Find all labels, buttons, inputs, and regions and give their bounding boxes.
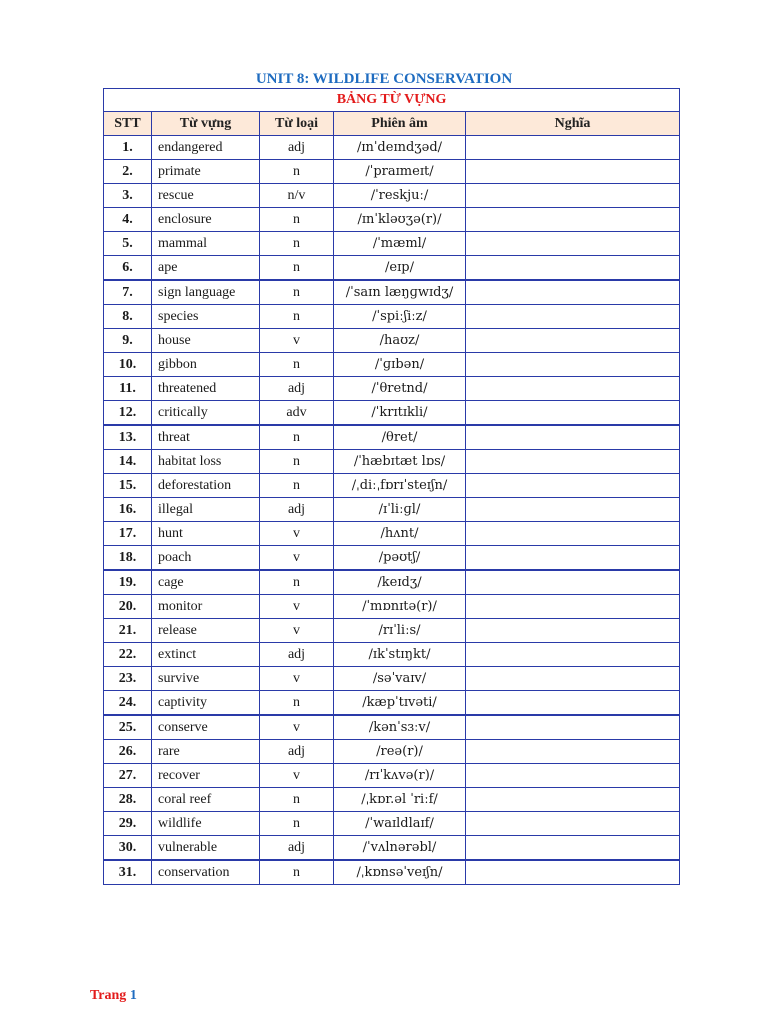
row-pronunciation: /haʊz/ (334, 329, 466, 353)
page-label-text: Trang (90, 988, 127, 1003)
row-meaning (466, 691, 680, 716)
row-number: 14. (104, 450, 152, 474)
row-word: sign language (152, 280, 260, 305)
row-pronunciation: /ˈmɒnɪtə(r)/ (334, 595, 466, 619)
table-row (104, 377, 680, 401)
row-number: 1. (104, 136, 152, 160)
row-pronunciation: /kæpˈtɪvəti/ (334, 691, 466, 716)
row-number: 23. (104, 667, 152, 691)
row-pronunciation: /ˈwaɪldlaɪf/ (334, 812, 466, 836)
row-pronunciation: /ˈθretnd/ (334, 377, 466, 401)
row-number: 31. (104, 860, 152, 885)
row-meaning (466, 474, 680, 498)
row-word: rescue (152, 184, 260, 208)
row-word: monitor (152, 595, 260, 619)
row-number: 27. (104, 764, 152, 788)
row-number: 3. (104, 184, 152, 208)
table-row (104, 691, 680, 716)
row-word: threatened (152, 377, 260, 401)
row-pronunciation: /eɪp/ (334, 256, 466, 281)
row-number: 15. (104, 474, 152, 498)
row-number: 24. (104, 691, 152, 716)
row-meaning (466, 280, 680, 305)
row-meaning (466, 788, 680, 812)
row-number: 12. (104, 401, 152, 426)
row-number: 2. (104, 160, 152, 184)
row-part-of-speech: v (260, 595, 334, 619)
row-part-of-speech: n (260, 570, 334, 595)
row-pronunciation: /ˈreskjuː/ (334, 184, 466, 208)
table-row (104, 232, 680, 256)
table-row (104, 522, 680, 546)
row-word: coral reef (152, 788, 260, 812)
table-row (104, 498, 680, 522)
row-word: release (152, 619, 260, 643)
row-number: 11. (104, 377, 152, 401)
row-meaning (466, 667, 680, 691)
table-caption: BẢNG TỪ VỰNG (104, 89, 680, 112)
row-meaning (466, 425, 680, 450)
table-row (104, 474, 680, 498)
table-row (104, 256, 680, 281)
row-number: 30. (104, 836, 152, 861)
row-word: captivity (152, 691, 260, 716)
row-word: species (152, 305, 260, 329)
row-meaning (466, 305, 680, 329)
table-row (104, 643, 680, 667)
row-word: hunt (152, 522, 260, 546)
table-row (104, 401, 680, 426)
row-part-of-speech: n (260, 256, 334, 281)
row-meaning (466, 232, 680, 256)
row-word: endangered (152, 136, 260, 160)
row-number: 21. (104, 619, 152, 643)
row-word: gibbon (152, 353, 260, 377)
row-number: 22. (104, 643, 152, 667)
row-part-of-speech: n (260, 474, 334, 498)
row-meaning (466, 329, 680, 353)
row-pronunciation: /ˈvʌlnərəbl/ (334, 836, 466, 861)
row-pronunciation: /keɪdʒ/ (334, 570, 466, 595)
row-meaning (466, 715, 680, 740)
table-row (104, 788, 680, 812)
row-word: conservation (152, 860, 260, 885)
table-row (104, 595, 680, 619)
row-meaning (466, 498, 680, 522)
row-pronunciation: /ˈkrɪtɪkli/ (334, 401, 466, 426)
table-row (104, 425, 680, 450)
table-row (104, 619, 680, 643)
row-pronunciation: /reə(r)/ (334, 740, 466, 764)
row-part-of-speech: adj (260, 136, 334, 160)
row-word: vulnerable (152, 836, 260, 861)
row-part-of-speech: adv (260, 401, 334, 426)
row-pronunciation: /ɪnˈkləʊʒə(r)/ (334, 208, 466, 232)
row-meaning (466, 860, 680, 885)
row-part-of-speech: v (260, 667, 334, 691)
row-number: 7. (104, 280, 152, 305)
header-word: Từ vựng (152, 112, 260, 136)
row-meaning (466, 595, 680, 619)
row-pronunciation: /ˈɡɪbən/ (334, 353, 466, 377)
row-meaning (466, 160, 680, 184)
row-word: enclosure (152, 208, 260, 232)
row-part-of-speech: adj (260, 740, 334, 764)
row-word: extinct (152, 643, 260, 667)
row-meaning (466, 353, 680, 377)
row-word: ape (152, 256, 260, 281)
row-meaning (466, 812, 680, 836)
header-part-of-speech: Từ loại (260, 112, 334, 136)
row-word: conserve (152, 715, 260, 740)
row-pronunciation: /ˈhæbɪtæt lɒs/ (334, 450, 466, 474)
row-number: 9. (104, 329, 152, 353)
row-meaning (466, 546, 680, 571)
row-part-of-speech: n (260, 305, 334, 329)
row-number: 19. (104, 570, 152, 595)
row-meaning (466, 643, 680, 667)
row-pronunciation: /ˈspiːʃiːz/ (334, 305, 466, 329)
row-word: cage (152, 570, 260, 595)
row-part-of-speech: n (260, 450, 334, 474)
row-part-of-speech: n (260, 691, 334, 716)
row-pronunciation: /ˈmæml/ (334, 232, 466, 256)
row-part-of-speech: n (260, 788, 334, 812)
table-row (104, 667, 680, 691)
row-part-of-speech: v (260, 546, 334, 571)
row-meaning (466, 256, 680, 281)
table-row (104, 450, 680, 474)
row-word: threat (152, 425, 260, 450)
row-pronunciation: /hʌnt/ (334, 522, 466, 546)
table-row (104, 184, 680, 208)
row-word: survive (152, 667, 260, 691)
row-part-of-speech: v (260, 329, 334, 353)
row-word: recover (152, 764, 260, 788)
table-row (104, 715, 680, 740)
page-number (90, 988, 137, 1004)
table-row (104, 546, 680, 571)
row-meaning (466, 570, 680, 595)
table-caption-row (104, 89, 680, 112)
row-part-of-speech: v (260, 715, 334, 740)
row-number: 18. (104, 546, 152, 571)
row-number: 25. (104, 715, 152, 740)
row-part-of-speech: n (260, 160, 334, 184)
row-pronunciation: /səˈvaɪv/ (334, 667, 466, 691)
row-word: habitat loss (152, 450, 260, 474)
table-row (104, 740, 680, 764)
row-part-of-speech: n (260, 232, 334, 256)
row-part-of-speech: adj (260, 643, 334, 667)
row-meaning (466, 740, 680, 764)
row-meaning (466, 619, 680, 643)
row-number: 5. (104, 232, 152, 256)
table-header-row (104, 112, 680, 136)
row-part-of-speech: n (260, 280, 334, 305)
row-word: poach (152, 546, 260, 571)
table-row (104, 329, 680, 353)
row-pronunciation: /ɪkˈstɪŋkt/ (334, 643, 466, 667)
table-row (104, 305, 680, 329)
row-meaning (466, 208, 680, 232)
row-number: 13. (104, 425, 152, 450)
table-row (104, 764, 680, 788)
table-row (104, 812, 680, 836)
row-part-of-speech: n (260, 208, 334, 232)
row-meaning (466, 377, 680, 401)
row-word: critically (152, 401, 260, 426)
row-word: house (152, 329, 260, 353)
table-row (104, 160, 680, 184)
row-part-of-speech: n/v (260, 184, 334, 208)
row-meaning (466, 401, 680, 426)
row-number: 10. (104, 353, 152, 377)
table-row (104, 860, 680, 885)
row-pronunciation: /kənˈsɜːv/ (334, 715, 466, 740)
table-row (104, 136, 680, 160)
row-pronunciation: /ɪˈliːɡl/ (334, 498, 466, 522)
page-number-value: 1 (129, 988, 137, 1003)
row-pronunciation: /rɪˈliːs/ (334, 619, 466, 643)
row-pronunciation: /ˌkɒnsəˈveɪʃn/ (334, 860, 466, 885)
table-row (104, 836, 680, 861)
row-number: 6. (104, 256, 152, 281)
row-meaning (466, 836, 680, 861)
row-pronunciation: /ˈsaɪn læŋɡwɪdʒ/ (334, 280, 466, 305)
row-part-of-speech: adj (260, 836, 334, 861)
row-pronunciation: /ˌdiːˌfɒrɪˈsteɪʃn/ (334, 474, 466, 498)
header-meaning: Nghĩa (466, 112, 680, 136)
row-number: 28. (104, 788, 152, 812)
row-part-of-speech: v (260, 522, 334, 546)
row-number: 29. (104, 812, 152, 836)
row-number: 16. (104, 498, 152, 522)
row-word: wildlife (152, 812, 260, 836)
row-meaning (466, 450, 680, 474)
row-number: 4. (104, 208, 152, 232)
row-pronunciation: /ɪnˈdeɪndʒəd/ (334, 136, 466, 160)
row-word: mammal (152, 232, 260, 256)
row-pronunciation: /pəʊtʃ/ (334, 546, 466, 571)
table-row (104, 353, 680, 377)
row-word: primate (152, 160, 260, 184)
row-number: 8. (104, 305, 152, 329)
row-part-of-speech: n (260, 812, 334, 836)
row-pronunciation: /θret/ (334, 425, 466, 450)
row-part-of-speech: n (260, 425, 334, 450)
row-pronunciation: /ˌkɒr.əl ˈriːf/ (334, 788, 466, 812)
table-row (104, 280, 680, 305)
header-stt: STT (104, 112, 152, 136)
row-part-of-speech: adj (260, 377, 334, 401)
row-word: deforestation (152, 474, 260, 498)
row-part-of-speech: n (260, 353, 334, 377)
row-part-of-speech: v (260, 619, 334, 643)
row-part-of-speech: n (260, 860, 334, 885)
row-number: 17. (104, 522, 152, 546)
row-part-of-speech: adj (260, 498, 334, 522)
table-row (104, 570, 680, 595)
row-number: 26. (104, 740, 152, 764)
row-meaning (466, 136, 680, 160)
vocabulary-table (103, 88, 680, 885)
document-title: UNIT 8: WILDLIFE CONSERVATION (255, 71, 513, 87)
row-meaning (466, 522, 680, 546)
header-pronunciation: Phiên âm (334, 112, 466, 136)
row-word: illegal (152, 498, 260, 522)
row-pronunciation: /rɪˈkʌvə(r)/ (334, 764, 466, 788)
row-word: rare (152, 740, 260, 764)
row-meaning (466, 184, 680, 208)
table-row (104, 208, 680, 232)
row-number: 20. (104, 595, 152, 619)
row-pronunciation: /ˈpraɪmeɪt/ (334, 160, 466, 184)
row-meaning (466, 764, 680, 788)
row-part-of-speech: v (260, 764, 334, 788)
